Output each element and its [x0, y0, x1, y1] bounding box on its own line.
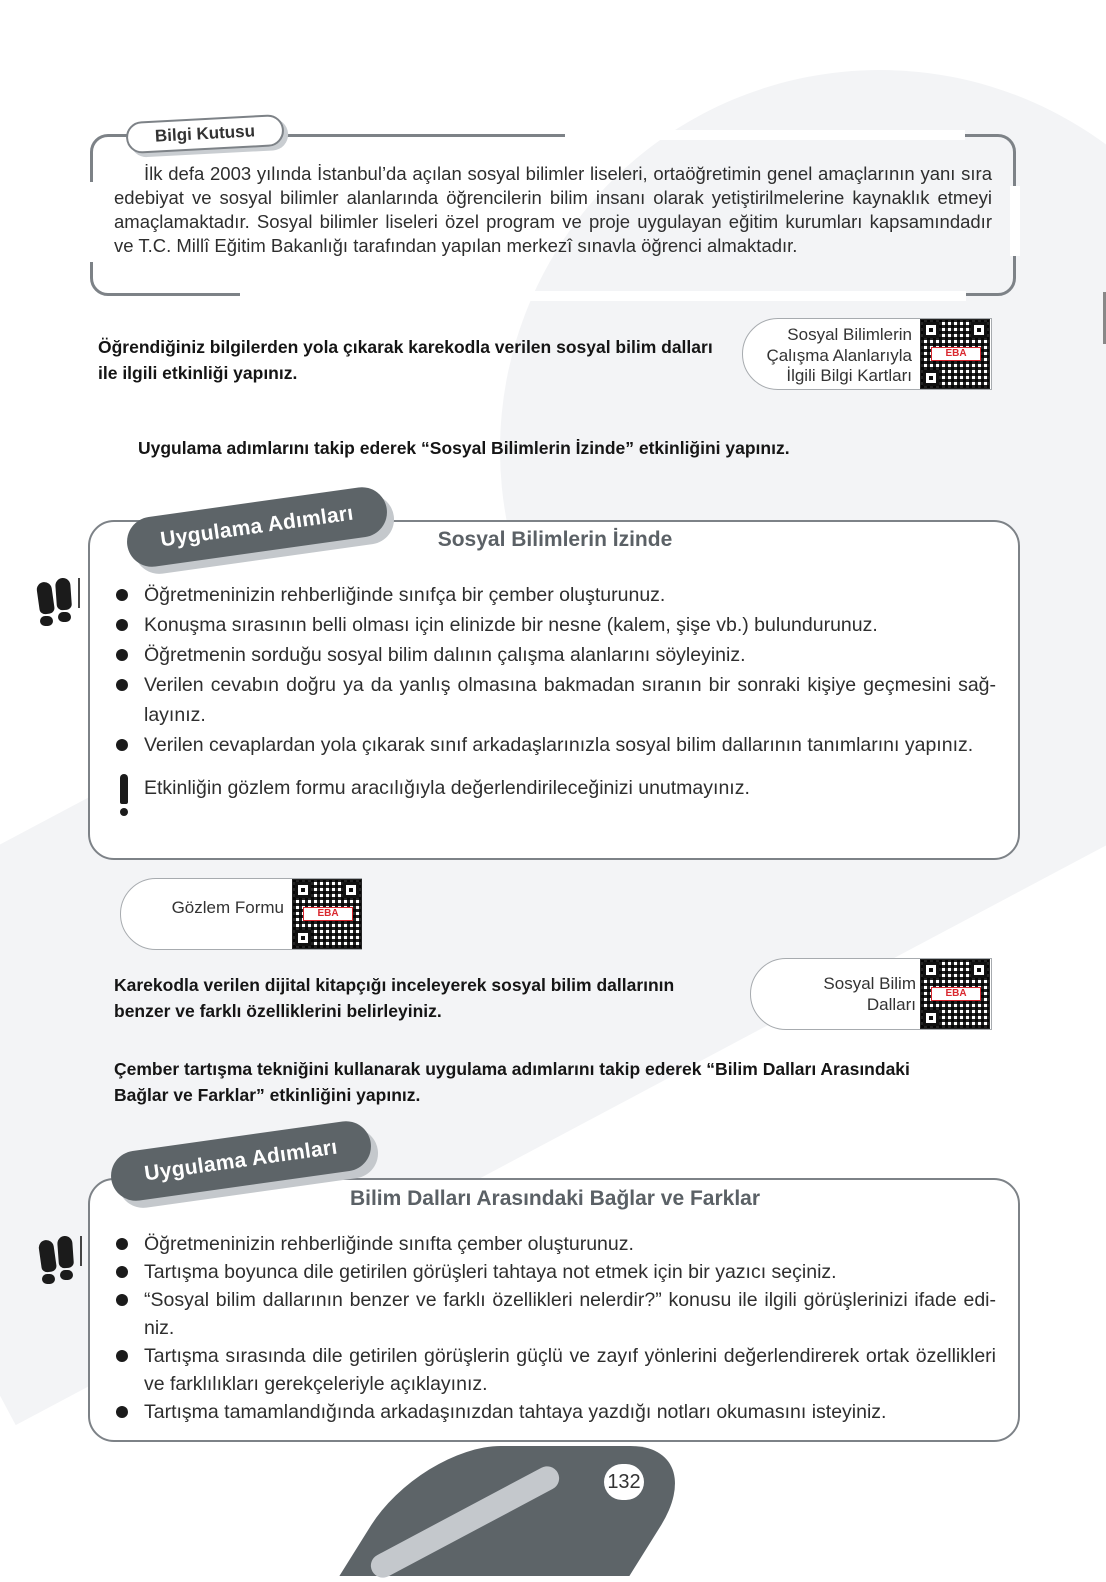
- page-number: 132: [604, 1464, 644, 1500]
- footprints-divider: [80, 1236, 82, 1266]
- list-item: “Sosyal bilim dallarının benzer ve farklı özellikleri nelerdir?” konusu ile ilgili görüşlerinizi ifade edi-niz.: [116, 1286, 996, 1342]
- qr-card-info-cards-label: [744, 325, 912, 387]
- info-box-gap-bottom: [240, 291, 966, 301]
- instruction-3-line-2: benzer ve farklı özelliklerini belirleyiniz.: [114, 1001, 442, 1021]
- list-item: Tartışma sırasında dile getirilen görüşlerin güçlü ve zayıf yönlerini değerlendirerek ortak özellikleri ve farklılıkları gerekçeleriyle açıklayınız.: [116, 1342, 996, 1398]
- instruction-4: [114, 1056, 910, 1108]
- qr-label-line-1: Sosyal Bilim: [823, 974, 916, 993]
- instruction-4-line-1: Çember tartışma tekniğini kullanarak uygulama adımlarını takip ederek “Bilim Dalları Arasındaki: [114, 1059, 910, 1079]
- qr-label-line-3: İlgili Bilgi Kartları: [786, 366, 912, 385]
- activity-steps-tag-2: Uygulama Adımları: [108, 1118, 374, 1204]
- eba-logo: EBA: [931, 987, 981, 1001]
- activity-title-2: Bilim Dalları Arasındaki Bağlar ve Farklar: [349, 1187, 761, 1210]
- qr-label-line-2: Çalışma Alanlarıyla: [766, 345, 912, 365]
- info-box-gap-right: [1010, 186, 1020, 256]
- qr-finder: [971, 962, 987, 978]
- instruction-4-line-2: Bağlar ve Farklar” etkinliğini yapınız.: [114, 1085, 421, 1105]
- list-item: Öğretmeninizin rehberliğinde sınıfta çember oluşturunuz.: [116, 1230, 996, 1258]
- instruction-2: Uygulama adımlarını takip ederek “Sosyal Bilimlerin İzinde” etkinliğini yapınız.: [138, 438, 790, 458]
- qr-finder: [971, 322, 987, 338]
- list-item: Tartışma tamamlandığında arkadaşınızdan tahtaya yazdığı notları okumasını isteyiniz.: [116, 1398, 996, 1426]
- activity-steps-list-2: [116, 1230, 996, 1426]
- instruction-1-line-1: Öğrendiğiniz bilgilerden yola çıkarak karekodla verilen sosyal bilim dalları: [98, 337, 713, 357]
- instruction-3-line-1: Karekodla verilen dijital kitapçığı inceleyerek sosyal bilim dallarının: [114, 975, 675, 995]
- list-item: Verilen cevabın doğru ya da yanlış olmasına bakmadan sıranın bir sonraki kişiye geçmesini sağ-layınız.: [116, 670, 996, 730]
- info-box-gap-left: [86, 182, 96, 262]
- info-box-text: [114, 162, 992, 258]
- instruction-1: [98, 334, 713, 386]
- qr-card-observation-form-label: Gözlem Formu: [171, 898, 284, 917]
- list-item: Verilen cevaplardan yola çıkarak sınıf arkadaşlarınızla sosyal bilim dallarının tanımlarını yapınız.: [116, 730, 996, 760]
- footprints-divider: [78, 578, 80, 608]
- activity-note: Etkinliğin gözlem formu aracılığıyla değerlendirileceğinizi unutmayınız.: [144, 777, 750, 799]
- qr-label-line-1: Sosyal Bilimlerin: [787, 325, 912, 344]
- info-box-paragraph: İlk defa 2003 yılında İstanbul’da açılan sosyal bilimler liseleri, ortaöğretimin genel amaçlarının yanı sıra edebiyat ve sosyal bilimler alanlarında öğrencilerin bilim insanı olarak yetiştirilmelerine kaynaklık etmeyi amaçlamaktadır. Sosyal bilimler liseleri özel program ve proje uygulayan eğitim kurumları kapsamındadır ve T.C. Millî Eğitim Bakanlığı tarafından yapılan merkezî sınavla öğrenci almaktadır.: [114, 163, 992, 256]
- eba-logo: EBA: [303, 907, 353, 921]
- activity-title-1: Sosyal Bilimlerin İzinde: [437, 528, 673, 551]
- qr-finder: [343, 882, 359, 898]
- qr-code-icon[interactable]: [920, 319, 990, 389]
- activity-steps-tag-1: Uygulama Adımları: [124, 484, 390, 570]
- qr-finder: [923, 322, 939, 338]
- qr-code-icon[interactable]: [920, 959, 990, 1029]
- footprints-icon: [34, 578, 84, 628]
- qr-label-line-2: Dalları: [866, 994, 916, 1014]
- footprints-icon: [36, 1236, 86, 1286]
- list-item: Öğretmeninizin rehberliğinde sınıfça bir çember oluşturunuz.: [116, 580, 996, 610]
- activity-steps-list-1: [116, 580, 996, 760]
- info-box-gap-top: [565, 130, 965, 140]
- instruction-1-line-2: ile ilgili etkinliği yapınız.: [98, 363, 298, 383]
- list-item: Konuşma sırasının belli olması için elinizde bir nesne (kalem, şişe vb.) bulundurunuz.: [116, 610, 996, 640]
- instruction-3: [114, 972, 674, 1024]
- list-item: Tartışma boyunca dile getirilen görüşleri tahtaya not etmek için bir yazıcı seçiniz.: [116, 1258, 996, 1286]
- qr-finder: [923, 962, 939, 978]
- qr-finder: [923, 1010, 939, 1026]
- qr-finder: [923, 370, 939, 386]
- eba-logo: EBA: [931, 347, 981, 361]
- qr-finder: [295, 930, 311, 946]
- qr-code-icon[interactable]: [292, 879, 362, 949]
- info-box-label: Bilgi Kutusu: [125, 114, 284, 154]
- list-item: Öğretmenin sorduğu sosyal bilim dalının çalışma alanlarını söyleyiniz.: [116, 640, 996, 670]
- qr-card-social-science-branches-label: [760, 974, 916, 1015]
- qr-finder: [295, 882, 311, 898]
